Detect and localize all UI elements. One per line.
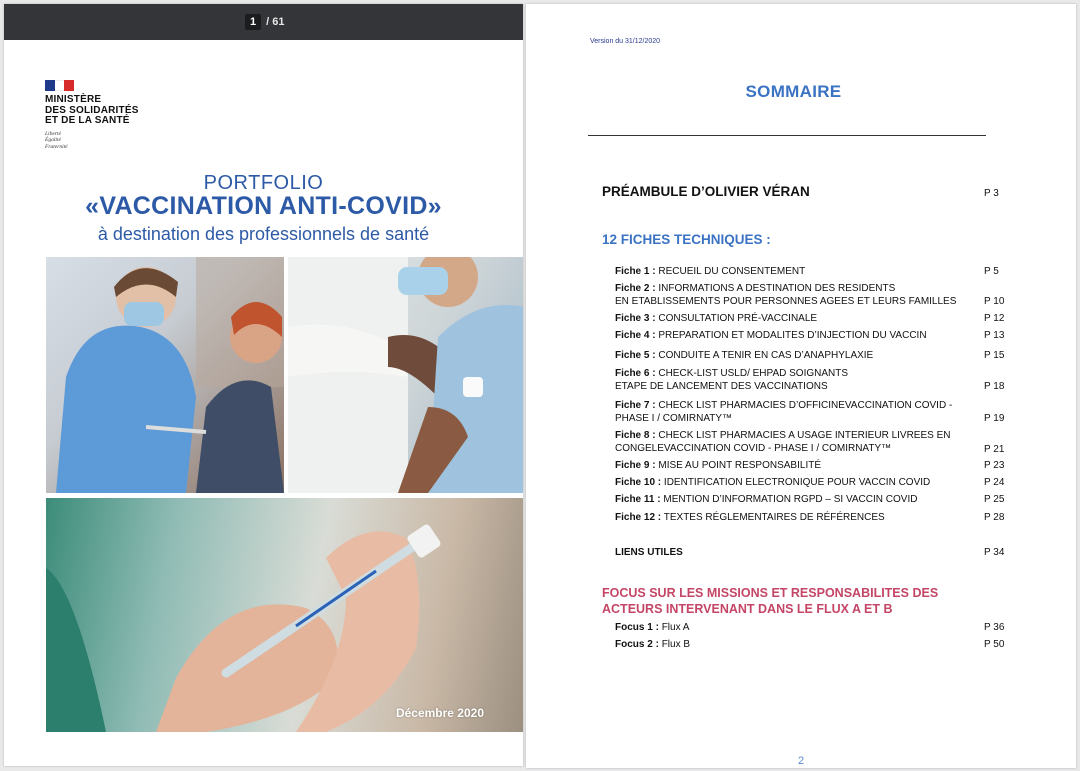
fiche-number: Fiche 1 : xyxy=(615,266,656,277)
heading-divider xyxy=(588,135,986,136)
viewer-toolbar xyxy=(4,4,523,40)
fiche-page: P 18 xyxy=(984,381,1005,392)
fiche-title: INFORMATIONS A DESTINATION DES RESIDENTS xyxy=(658,283,896,294)
fiche-page: P 28 xyxy=(984,512,1005,523)
fiche-page: P 15 xyxy=(984,350,1005,361)
fiche-title: MISE AU POINT RESPONSABILITÉ xyxy=(658,460,821,471)
fiche-number: Fiche 10 : xyxy=(615,477,662,488)
ministry-motto xyxy=(45,131,139,151)
ministry-line: ET DE LA SANTÉ xyxy=(45,115,130,126)
focus-title: Flux A xyxy=(661,622,690,633)
fiche-page: P 24 xyxy=(984,477,1005,488)
liens-utiles-label[interactable]: LIENS UTILES xyxy=(615,547,683,558)
fiche-page: P 12 xyxy=(984,313,1005,324)
focus-page: P 50 xyxy=(984,639,1005,650)
fiche-number: Fiche 9 : xyxy=(615,460,656,471)
fiche-title: CONDUITE A TENIR EN CAS D’ANAPHYLAXIE xyxy=(658,350,874,361)
fiche-page: P 5 xyxy=(984,266,999,277)
fiche-title: CHECK LIST PHARMACIES D’OFFICINEVACCINATION COVID - xyxy=(658,400,953,411)
preamble-label: PRÉAMBULE D’OLIVIER VÉRAN xyxy=(602,184,810,199)
liens-utiles-page: P 34 xyxy=(984,547,1005,558)
focus-title: Flux B xyxy=(661,639,691,650)
fiche-title-line2: PHASE I / COMIRNATY™ xyxy=(615,413,733,424)
fiche-page: P 21 xyxy=(984,444,1005,455)
focus-page: P 36 xyxy=(984,622,1005,633)
fiche-number: Fiche 2 : xyxy=(615,283,656,294)
fiche-title-line2: ETAPE DE LANCEMENT DES VACCINATIONS xyxy=(615,381,828,392)
ministry-line: MINISTÈRE xyxy=(45,94,102,105)
summary-heading: SOMMAIRE xyxy=(745,82,842,101)
preamble-page: P 3 xyxy=(984,188,999,199)
fiche-title: TEXTES RÉGLEMENTAIRES DE RÉFÉRENCES xyxy=(663,512,885,523)
fiches-heading: 12 FICHES TECHNIQUES : xyxy=(602,232,771,247)
ministry-name xyxy=(45,95,139,127)
page-counter xyxy=(245,13,284,31)
focus-number: Focus 2 : xyxy=(615,639,659,650)
version-date: Version du 31/12/2020 xyxy=(590,38,661,45)
focus-heading xyxy=(602,586,938,617)
fiche-number: Fiche 7 : xyxy=(615,400,656,411)
fiche-title: CONSULTATION PRÉ-VACCINALE xyxy=(658,313,818,324)
french-flag-icon xyxy=(45,80,74,91)
fiche-number: Fiche 3 : xyxy=(615,313,656,324)
fiche-page: P 23 xyxy=(984,460,1005,471)
fiche-title: RECUEIL DU CONSENTEMENT xyxy=(658,266,806,277)
fiche-title: CHECK LIST PHARMACIES A USAGE INTERIEUR LIVREES EN xyxy=(658,430,951,441)
fiche-number: Fiche 11 : xyxy=(615,494,661,505)
fiche-title: IDENTIFICATION ELECTRONIQUE POUR VACCIN COVID xyxy=(663,477,931,488)
focus-heading-line: FOCUS SUR LES MISSIONS ET RESPONSABILITES DES xyxy=(602,586,939,600)
fiche-title-line2: EN ETABLISSEMENTS POUR PERSONNES AGEES ET LEURS FAMILLES xyxy=(615,296,957,307)
fiche-number: Fiche 4 : xyxy=(615,330,656,341)
syringe-preparation-photo xyxy=(46,498,523,732)
cover-title-portfolio: PORTFOLIO xyxy=(203,172,324,194)
page-number: 2 xyxy=(797,755,805,767)
motto-line: Fraternité xyxy=(45,143,68,150)
fiche-number: Fiche 12 : xyxy=(615,512,662,523)
fiche-page: P 13 xyxy=(984,330,1005,341)
nurse-vaccinating-photo xyxy=(46,257,284,493)
patient-injection-photo xyxy=(288,257,523,493)
focus-number: Focus 1 : xyxy=(615,622,659,633)
cover-date: Décembre 2020 xyxy=(395,706,484,720)
fiche-page: P 19 xyxy=(984,413,1005,424)
fiche-number: Fiche 8 : xyxy=(615,430,656,441)
motto-line: Égalité xyxy=(45,137,61,143)
ministry-line: DES SOLIDARITÉS xyxy=(45,104,139,116)
current-page-input[interactable]: 1 xyxy=(245,14,261,30)
fiche-page: P 25 xyxy=(984,494,1005,505)
focus-heading-line: ACTEURS INTERVENANT DANS LE FLUX A ET B xyxy=(602,601,893,616)
fiche-title-line2: CONGELEVACCINATION COVID - PHASE I / COMIRNATY™ xyxy=(615,443,892,454)
fiche-title: MENTION D’INFORMATION RGPD – SI VACCIN COVID xyxy=(663,494,918,505)
cover-title-main: «VACCINATION ANTI-COVID» xyxy=(85,192,442,220)
ministry-logo xyxy=(45,80,139,150)
fiche-title: PREPARATION ET MODALITES D’INJECTION DU VACCIN xyxy=(658,330,927,341)
motto-line: Liberté xyxy=(45,130,61,137)
fiche-number: Fiche 5 : xyxy=(615,350,656,361)
fiche-page: P 10 xyxy=(984,296,1005,307)
cover-subtitle: à destination des professionnels de santé xyxy=(97,224,430,244)
summary-page xyxy=(526,4,1076,768)
total-pages: / 61 xyxy=(266,16,285,28)
fiche-title: CHECK-LIST USLD/ EHPAD SOIGNANTS xyxy=(658,368,849,379)
cover-page xyxy=(4,4,523,766)
fiche-number: Fiche 6 : xyxy=(615,368,656,379)
